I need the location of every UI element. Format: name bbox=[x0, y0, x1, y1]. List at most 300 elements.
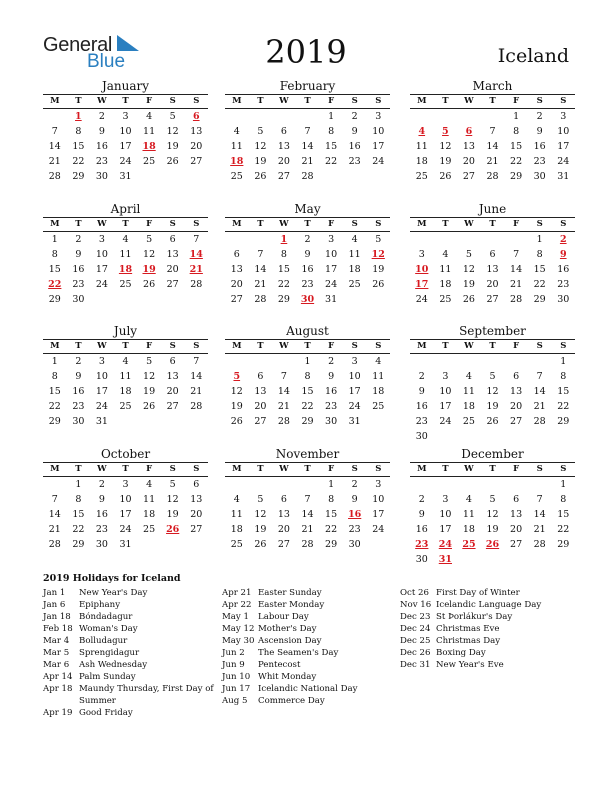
day-cell: 15 bbox=[301, 386, 314, 397]
day-cell: 16 bbox=[348, 141, 361, 152]
weekday-label: F bbox=[513, 341, 520, 351]
day-cell: 26 bbox=[439, 171, 452, 182]
day-cell bbox=[457, 552, 481, 567]
day-cell: 18 bbox=[142, 141, 156, 152]
day-cell: 10 bbox=[372, 126, 385, 137]
holiday-item bbox=[43, 671, 218, 683]
day-cell: 14 bbox=[486, 141, 499, 152]
day-cell: 15 bbox=[533, 264, 546, 275]
holiday-date: Dec 25 bbox=[400, 636, 431, 646]
day-cell: 16 bbox=[415, 524, 428, 535]
week-row bbox=[225, 109, 390, 124]
day-cell: 13 bbox=[230, 264, 243, 275]
holiday-date: May 1 bbox=[222, 612, 249, 622]
holiday-name: Ascension Day bbox=[258, 636, 322, 646]
holidays-title: 2019 Holidays for Iceland bbox=[43, 573, 181, 584]
day-cell: 28 bbox=[301, 539, 314, 550]
day-cell: 5 bbox=[146, 234, 153, 245]
day-cell: 3 bbox=[98, 234, 105, 245]
weekday-header bbox=[225, 339, 390, 354]
weekday-header bbox=[225, 462, 390, 477]
day-cell: 19 bbox=[142, 264, 156, 275]
day-cell: 24 bbox=[439, 416, 452, 427]
day-cell: 11 bbox=[348, 249, 361, 260]
day-cell bbox=[161, 414, 185, 429]
month-september bbox=[410, 324, 575, 444]
day-cell: 17 bbox=[557, 141, 570, 152]
weekday-label: T bbox=[442, 341, 449, 351]
day-cell: 21 bbox=[48, 524, 61, 535]
day-cell: 2 bbox=[328, 356, 335, 367]
holiday-item bbox=[222, 659, 397, 671]
holiday-date: Mar 6 bbox=[43, 660, 70, 670]
day-cell: 16 bbox=[325, 386, 338, 397]
day-cell bbox=[457, 354, 481, 369]
day-cell: 19 bbox=[439, 156, 452, 167]
day-cell bbox=[528, 477, 552, 492]
day-cell: 7 bbox=[304, 494, 311, 505]
day-cell: 22 bbox=[301, 401, 314, 412]
day-cell bbox=[366, 292, 390, 307]
holiday-date: Jan 18 bbox=[43, 612, 71, 622]
day-cell bbox=[137, 537, 161, 552]
day-cell: 12 bbox=[143, 249, 156, 260]
day-cell: 3 bbox=[122, 479, 129, 490]
day-cell: 8 bbox=[51, 249, 58, 260]
day-cell: 28 bbox=[301, 171, 314, 182]
holiday-column bbox=[43, 587, 218, 719]
day-cell bbox=[481, 552, 505, 567]
day-cell: 27 bbox=[166, 401, 179, 412]
day-cell: 11 bbox=[462, 509, 475, 520]
day-cell: 13 bbox=[486, 264, 499, 275]
weekday-label: M bbox=[50, 219, 60, 229]
holiday-name: Labour Day bbox=[258, 612, 309, 622]
week-row bbox=[225, 262, 390, 277]
month-name: June bbox=[478, 202, 507, 216]
day-cell bbox=[434, 354, 458, 369]
day-cell: 5 bbox=[169, 111, 176, 122]
month-name: April bbox=[110, 202, 141, 216]
day-cell: 14 bbox=[533, 509, 546, 520]
week-row bbox=[410, 262, 575, 277]
holiday-item bbox=[222, 611, 397, 623]
day-cell: 21 bbox=[190, 386, 203, 397]
holiday-item bbox=[222, 623, 397, 635]
weekday-header bbox=[410, 217, 575, 232]
day-cell bbox=[457, 109, 481, 124]
holiday-name: The Seamen's Day bbox=[258, 648, 339, 658]
day-cell bbox=[161, 537, 185, 552]
day-cell: 20 bbox=[166, 264, 179, 275]
day-cell: 2 bbox=[418, 371, 425, 382]
weekday-label: S bbox=[351, 464, 358, 474]
week-row bbox=[410, 369, 575, 384]
day-cell: 23 bbox=[95, 156, 108, 167]
day-cell: 18 bbox=[230, 524, 243, 535]
day-cell: 6 bbox=[169, 356, 176, 367]
day-cell: 23 bbox=[95, 524, 108, 535]
weekday-label: T bbox=[489, 219, 496, 229]
day-cell: 19 bbox=[230, 401, 243, 412]
day-cell bbox=[343, 169, 367, 184]
weekday-header bbox=[43, 94, 208, 109]
month-december bbox=[410, 447, 575, 567]
day-cell bbox=[410, 232, 434, 247]
holiday-item bbox=[400, 587, 575, 599]
day-cell: 8 bbox=[328, 494, 335, 505]
day-cell bbox=[249, 354, 273, 369]
day-cell: 2 bbox=[75, 234, 82, 245]
day-cell bbox=[184, 292, 208, 307]
day-cell: 5 bbox=[375, 234, 382, 245]
day-cell: 30 bbox=[95, 539, 108, 550]
day-cell: 7 bbox=[304, 126, 311, 137]
week-row bbox=[225, 124, 390, 139]
day-cell: 10 bbox=[95, 249, 108, 260]
weekday-header bbox=[43, 217, 208, 232]
weekday-label: F bbox=[328, 341, 335, 351]
day-cell: 5 bbox=[257, 494, 264, 505]
weekday-label: S bbox=[169, 96, 176, 106]
day-cell: 27 bbox=[510, 416, 523, 427]
day-cell: 28 bbox=[510, 294, 523, 305]
month-name: July bbox=[113, 324, 138, 338]
day-cell: 20 bbox=[277, 156, 290, 167]
week-row bbox=[43, 384, 208, 399]
holiday-item bbox=[222, 647, 397, 659]
week-row bbox=[225, 492, 390, 507]
weekday-header bbox=[410, 339, 575, 354]
day-cell: 15 bbox=[510, 141, 523, 152]
day-cell: 17 bbox=[439, 401, 452, 412]
day-cell: 23 bbox=[72, 401, 85, 412]
holiday-name: Mother's Day bbox=[258, 624, 317, 634]
day-cell: 22 bbox=[325, 524, 338, 535]
day-cell: 17 bbox=[439, 524, 452, 535]
day-cell bbox=[434, 429, 458, 444]
day-cell: 10 bbox=[348, 371, 361, 382]
day-cell: 2 bbox=[98, 111, 105, 122]
holiday-name: Commerce Day bbox=[258, 696, 325, 706]
weekday-header bbox=[43, 462, 208, 477]
week-row bbox=[410, 537, 575, 552]
day-cell: 8 bbox=[536, 249, 543, 260]
day-cell: 16 bbox=[533, 141, 546, 152]
week-row bbox=[225, 369, 390, 384]
day-cell: 5 bbox=[146, 356, 153, 367]
day-cell: 25 bbox=[415, 171, 428, 182]
day-cell: 19 bbox=[143, 386, 156, 397]
day-cell: 4 bbox=[418, 126, 426, 137]
weekday-label: F bbox=[328, 464, 335, 474]
day-cell bbox=[319, 169, 343, 184]
day-cell: 19 bbox=[462, 279, 475, 290]
day-cell: 22 bbox=[533, 279, 546, 290]
day-cell: 11 bbox=[415, 141, 428, 152]
day-cell: 11 bbox=[462, 386, 475, 397]
week-row bbox=[410, 139, 575, 154]
day-cell: 6 bbox=[280, 494, 287, 505]
weekday-label: T bbox=[304, 464, 311, 474]
week-row bbox=[410, 247, 575, 262]
day-cell: 14 bbox=[254, 264, 267, 275]
day-cell: 29 bbox=[48, 294, 61, 305]
day-cell: 29 bbox=[72, 171, 85, 182]
month-name: August bbox=[286, 324, 329, 338]
week-row bbox=[43, 262, 208, 277]
day-cell: 16 bbox=[348, 509, 362, 520]
holiday-date: Dec 23 bbox=[400, 612, 431, 622]
day-cell: 14 bbox=[533, 386, 546, 397]
day-cell: 24 bbox=[119, 156, 132, 167]
day-cell: 5 bbox=[489, 494, 496, 505]
holiday-item bbox=[43, 647, 218, 659]
day-cell: 28 bbox=[190, 401, 203, 412]
day-cell: 21 bbox=[277, 401, 290, 412]
weekday-label: S bbox=[560, 341, 567, 351]
day-cell bbox=[296, 477, 320, 492]
week-row bbox=[410, 292, 575, 307]
day-cell: 29 bbox=[301, 416, 314, 427]
weekday-label: W bbox=[464, 219, 474, 229]
day-cell: 3 bbox=[98, 356, 105, 367]
day-cell: 12 bbox=[371, 249, 385, 260]
day-cell: 12 bbox=[486, 386, 499, 397]
day-cell: 1 bbox=[560, 479, 567, 490]
holiday-date: Dec 26 bbox=[400, 648, 431, 658]
weekday-label: S bbox=[560, 96, 567, 106]
weekday-label: T bbox=[122, 219, 129, 229]
holiday-name: Maundy Thursday, First Day of Summer bbox=[79, 684, 214, 706]
day-cell: 6 bbox=[192, 111, 200, 122]
week-row bbox=[43, 369, 208, 384]
weekday-label: T bbox=[442, 219, 449, 229]
day-cell: 25 bbox=[143, 156, 156, 167]
day-cell: 7 bbox=[51, 126, 58, 137]
day-cell: 4 bbox=[375, 356, 382, 367]
day-cell: 9 bbox=[351, 126, 358, 137]
holiday-name: Bolludagur bbox=[79, 636, 128, 646]
day-cell: 21 bbox=[533, 524, 546, 535]
week-row bbox=[43, 232, 208, 247]
country-name: Iceland bbox=[497, 45, 569, 67]
day-cell: 15 bbox=[48, 264, 61, 275]
holiday-item bbox=[43, 611, 218, 623]
day-cell: 9 bbox=[75, 249, 82, 260]
day-cell: 30 bbox=[72, 416, 85, 427]
day-cell: 11 bbox=[119, 371, 132, 382]
week-row bbox=[225, 247, 390, 262]
day-cell: 28 bbox=[254, 294, 267, 305]
day-cell bbox=[434, 232, 458, 247]
week-row bbox=[43, 124, 208, 139]
day-cell bbox=[410, 477, 434, 492]
week-row bbox=[43, 277, 208, 292]
day-cell: 11 bbox=[439, 264, 452, 275]
day-cell: 15 bbox=[325, 141, 338, 152]
day-cell: 4 bbox=[122, 234, 129, 245]
week-row bbox=[43, 354, 208, 369]
weekday-label: S bbox=[193, 341, 200, 351]
day-cell: 19 bbox=[166, 509, 179, 520]
day-cell: 7 bbox=[51, 494, 58, 505]
day-cell: 7 bbox=[193, 234, 200, 245]
month-may bbox=[225, 202, 390, 307]
weekday-label: S bbox=[375, 219, 382, 229]
day-cell: 25 bbox=[119, 401, 132, 412]
weekday-label: F bbox=[146, 464, 153, 474]
holiday-date: Oct 26 bbox=[400, 588, 429, 598]
day-cell: 25 bbox=[119, 279, 132, 290]
month-name: December bbox=[461, 447, 524, 461]
weekday-header bbox=[410, 462, 575, 477]
weekday-label: S bbox=[169, 341, 176, 351]
day-cell bbox=[366, 414, 390, 429]
day-cell: 12 bbox=[143, 371, 156, 382]
week-row bbox=[410, 507, 575, 522]
day-cell: 10 bbox=[415, 264, 429, 275]
week-row bbox=[43, 399, 208, 414]
day-cell: 24 bbox=[372, 524, 385, 535]
holiday-name: Ash Wednesday bbox=[79, 660, 148, 670]
day-cell bbox=[366, 169, 390, 184]
holiday-name: Icelandic National Day bbox=[258, 684, 358, 694]
day-cell: 27 bbox=[486, 294, 499, 305]
day-cell: 6 bbox=[465, 126, 473, 137]
week-row bbox=[410, 354, 575, 369]
day-cell: 2 bbox=[536, 111, 543, 122]
day-cell: 14 bbox=[301, 141, 314, 152]
day-cell: 12 bbox=[462, 264, 475, 275]
day-cell: 12 bbox=[254, 141, 267, 152]
holiday-item bbox=[400, 623, 575, 635]
logo-word-general: General bbox=[43, 34, 113, 56]
day-cell: 5 bbox=[169, 479, 176, 490]
week-row bbox=[410, 277, 575, 292]
day-cell: 25 bbox=[439, 294, 452, 305]
day-cell: 12 bbox=[254, 509, 267, 520]
calendar-year: 2019 bbox=[265, 33, 347, 71]
week-row bbox=[225, 507, 390, 522]
week-row bbox=[410, 399, 575, 414]
week-row bbox=[43, 247, 208, 262]
day-cell: 3 bbox=[375, 111, 382, 122]
week-row bbox=[225, 354, 390, 369]
holiday-date: Apr 19 bbox=[43, 708, 73, 718]
day-cell: 9 bbox=[418, 509, 425, 520]
holiday-name: New Year's Day bbox=[79, 588, 148, 598]
weekday-label: T bbox=[75, 464, 82, 474]
day-cell bbox=[434, 477, 458, 492]
day-cell: 18 bbox=[230, 156, 244, 167]
day-cell: 13 bbox=[277, 141, 290, 152]
day-cell: 10 bbox=[95, 371, 108, 382]
week-row bbox=[225, 384, 390, 399]
day-cell: 21 bbox=[486, 156, 499, 167]
day-cell bbox=[137, 414, 161, 429]
day-cell: 19 bbox=[372, 264, 385, 275]
day-cell: 7 bbox=[193, 356, 200, 367]
holiday-column bbox=[400, 587, 575, 671]
week-row bbox=[410, 109, 575, 124]
day-cell: 19 bbox=[254, 524, 267, 535]
day-cell: 30 bbox=[348, 539, 361, 550]
weekday-header bbox=[410, 94, 575, 109]
weekday-label: T bbox=[442, 464, 449, 474]
day-cell: 20 bbox=[190, 141, 203, 152]
day-cell: 20 bbox=[230, 279, 243, 290]
day-cell: 17 bbox=[95, 386, 108, 397]
day-cell bbox=[410, 354, 434, 369]
day-cell: 22 bbox=[557, 524, 570, 535]
day-cell: 24 bbox=[557, 156, 570, 167]
day-cell: 3 bbox=[375, 479, 382, 490]
holiday-name: Woman's Day bbox=[79, 624, 138, 634]
day-cell: 28 bbox=[533, 416, 546, 427]
day-cell: 6 bbox=[233, 249, 240, 260]
day-cell bbox=[481, 354, 505, 369]
day-cell: 16 bbox=[415, 401, 428, 412]
day-cell: 5 bbox=[233, 371, 241, 382]
month-name: September bbox=[459, 324, 526, 338]
holiday-date: Dec 31 bbox=[400, 660, 431, 670]
day-cell: 27 bbox=[166, 279, 179, 290]
day-cell: 19 bbox=[166, 141, 179, 152]
week-row bbox=[225, 277, 390, 292]
holiday-item bbox=[43, 707, 218, 719]
week-row bbox=[225, 169, 390, 184]
day-cell: 2 bbox=[351, 111, 358, 122]
weekday-label: T bbox=[257, 341, 264, 351]
weekday-label: T bbox=[75, 219, 82, 229]
month-march bbox=[410, 79, 575, 184]
day-cell: 23 bbox=[72, 279, 85, 290]
day-cell: 17 bbox=[372, 509, 385, 520]
weekday-label: S bbox=[375, 341, 382, 351]
day-cell: 1 bbox=[75, 111, 82, 122]
day-cell: 6 bbox=[257, 371, 264, 382]
day-cell bbox=[481, 477, 505, 492]
day-cell: 13 bbox=[510, 509, 523, 520]
day-cell: 15 bbox=[48, 386, 61, 397]
holiday-date: May 30 bbox=[222, 636, 255, 646]
week-row bbox=[225, 139, 390, 154]
day-cell: 9 bbox=[98, 126, 105, 137]
day-cell: 30 bbox=[415, 554, 428, 565]
day-cell: 14 bbox=[189, 249, 203, 260]
holiday-name: Easter Monday bbox=[258, 600, 325, 610]
day-cell: 31 bbox=[348, 416, 361, 427]
day-cell: 16 bbox=[95, 141, 108, 152]
day-cell: 31 bbox=[119, 171, 132, 182]
day-cell bbox=[551, 552, 575, 567]
day-cell: 29 bbox=[325, 539, 338, 550]
day-cell: 17 bbox=[372, 141, 385, 152]
day-cell: 3 bbox=[418, 249, 425, 260]
holiday-name: Epiphany bbox=[79, 600, 121, 610]
holiday-date: Jun 10 bbox=[222, 672, 251, 682]
day-cell bbox=[457, 477, 481, 492]
weekday-label: T bbox=[122, 341, 129, 351]
day-cell: 6 bbox=[489, 249, 496, 260]
day-cell: 10 bbox=[119, 494, 132, 505]
weekday-label: F bbox=[513, 464, 520, 474]
week-row bbox=[410, 384, 575, 399]
day-cell: 23 bbox=[348, 156, 361, 167]
day-cell: 30 bbox=[557, 294, 570, 305]
week-row bbox=[410, 552, 575, 567]
